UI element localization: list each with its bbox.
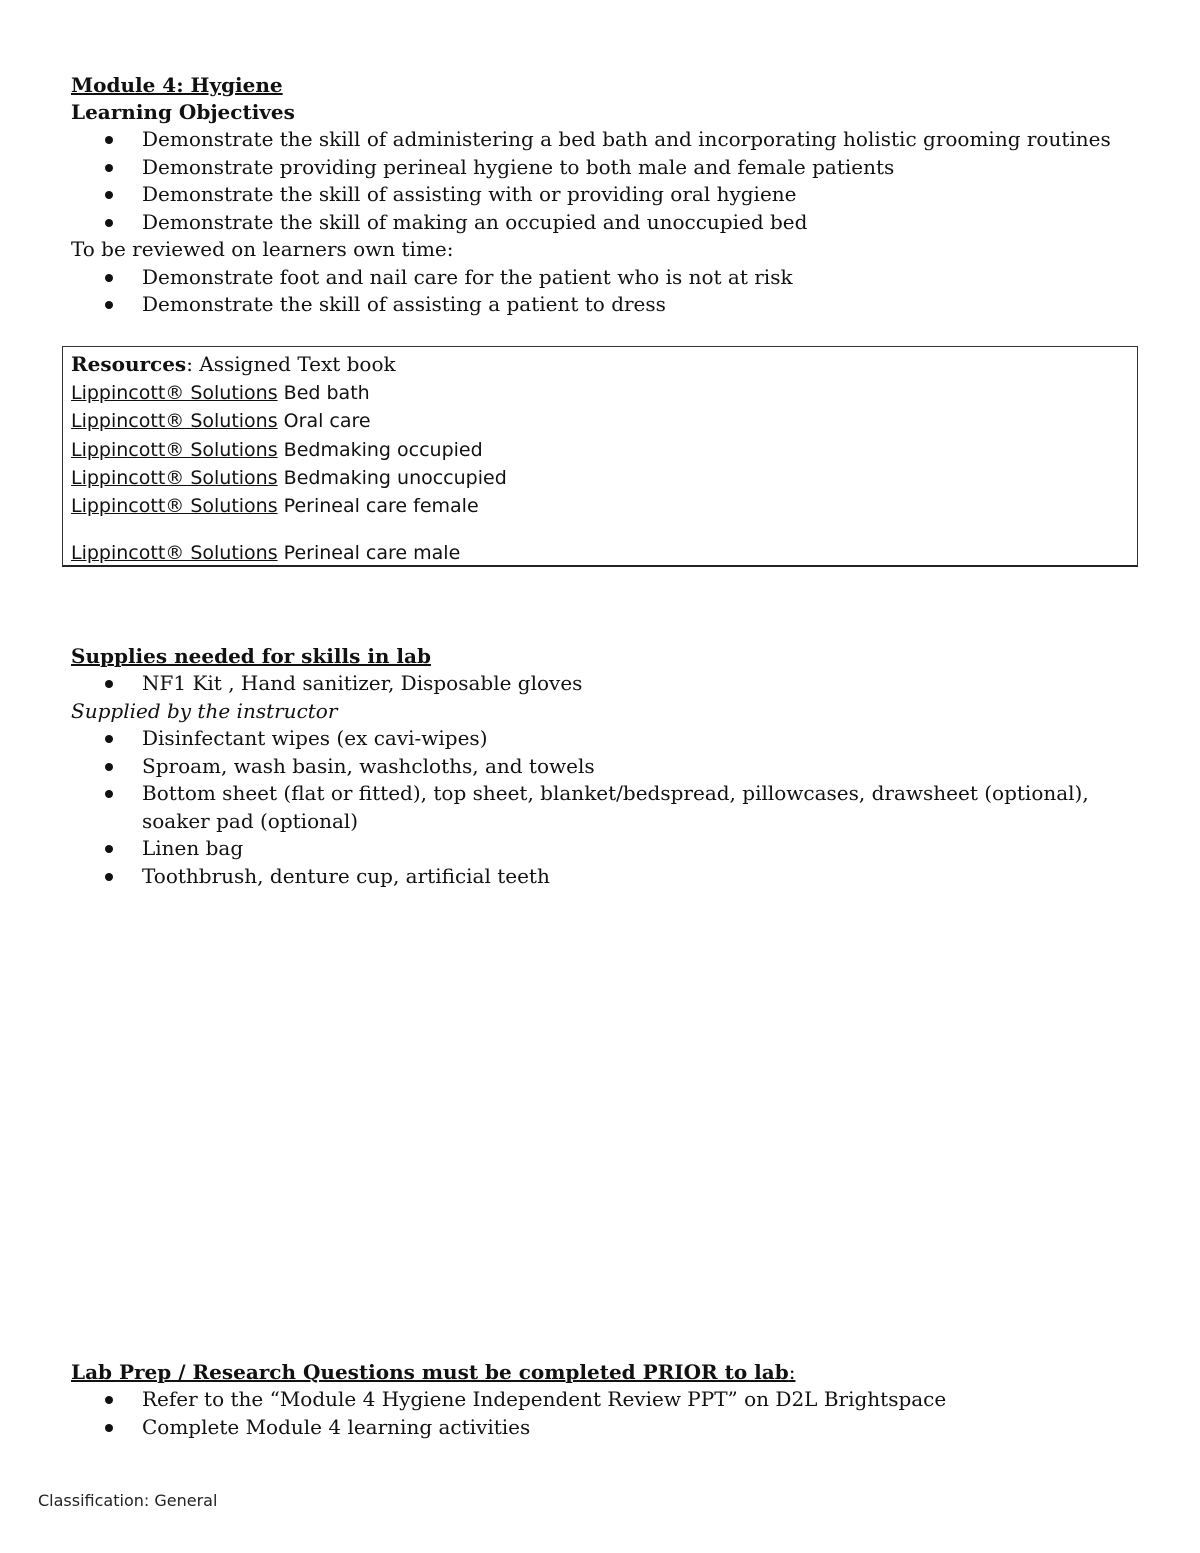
list-item xyxy=(71,835,1131,863)
bullet-icon xyxy=(105,763,113,771)
list-item xyxy=(71,154,1131,182)
self-review-intro: To be reviewed on learners own time: xyxy=(71,237,454,261)
bullet-icon xyxy=(105,790,113,798)
list-item xyxy=(71,126,1131,154)
objective-text: Demonstrate the skill of assisting with or providing oral hygiene xyxy=(142,182,797,206)
bullet-icon xyxy=(105,1424,113,1432)
self-review-list xyxy=(71,264,1131,319)
supply-text: Disinfectant wipes (ex cavi-wipes) xyxy=(142,726,488,750)
resource-row-bedmaking-unoccupied xyxy=(71,464,507,491)
lippincott-link[interactable]: Lippincott® Solutions xyxy=(71,467,278,489)
resources-heading-line xyxy=(71,351,396,377)
lippincott-link[interactable]: Lippincott® Solutions xyxy=(71,410,278,432)
lippincott-link[interactable]: Lippincott® Solutions xyxy=(71,382,278,404)
lab-prep-text: Refer to the “Module 4 Hygiene Independent Review PPT” on D2L Brightspace xyxy=(142,1387,947,1411)
resource-topic: Perineal care female xyxy=(283,495,479,517)
list-item xyxy=(71,725,1131,753)
lab-prep-heading: Lab Prep / Research Questions must be completed PRIOR to lab xyxy=(71,1360,789,1384)
resource-row-bedmaking-occupied xyxy=(71,436,483,463)
resource-topic: Bed bath xyxy=(283,382,370,404)
bullet-icon xyxy=(105,873,113,881)
resource-topic: Bedmaking unoccupied xyxy=(283,467,507,489)
resource-row-perineal-female xyxy=(71,492,479,519)
objective-text: Demonstrate providing perineal hygiene to both male and female patients xyxy=(142,154,895,179)
resource-row-oral-care xyxy=(71,407,371,434)
resources-label: Resources xyxy=(71,352,187,376)
supply-text: Toothbrush, denture cup, artificial teeth xyxy=(142,863,550,888)
lab-prep-text: Complete Module 4 learning activities xyxy=(142,1414,531,1439)
supply-text: Bottom sheet (flat or fitted), top sheet, blanket/bedspread, pillowcases, drawsheet (optional), soaker pad (optional) xyxy=(142,781,1089,833)
bullet-icon xyxy=(105,136,113,144)
lab-prep-list xyxy=(71,1386,1131,1441)
objectives-heading: Learning Objectives xyxy=(71,100,295,124)
bullet-icon xyxy=(105,219,113,227)
lippincott-link[interactable]: Lippincott® Solutions xyxy=(71,542,278,564)
lippincott-link[interactable]: Lippincott® Solutions xyxy=(71,495,278,517)
bullet-icon xyxy=(105,191,113,199)
objectives-section xyxy=(71,72,1131,319)
list-item xyxy=(71,1414,1131,1442)
student-supplies-list xyxy=(71,670,1131,698)
resource-topic: Bedmaking occupied xyxy=(283,439,483,461)
lab-prep-heading-line xyxy=(71,1359,1131,1386)
resource-topic: Perineal care male xyxy=(283,542,461,564)
supply-text: Sproam, wash basin, washcloths, and towels xyxy=(142,753,595,778)
module-title: Module 4: Hygiene xyxy=(71,73,283,97)
bullet-icon xyxy=(105,1396,113,1404)
bullet-icon xyxy=(105,845,113,853)
resource-row-perineal-male xyxy=(71,539,460,566)
supply-text: NF1 Kit , Hand sanitizer, Disposable gloves xyxy=(142,671,583,695)
bullet-icon xyxy=(105,301,113,309)
objective-text: Demonstrate the skill of administering a bed bath and incorporating holistic grooming routines xyxy=(142,127,1111,151)
bullet-icon xyxy=(105,680,113,688)
resource-topic: Oral care xyxy=(283,410,371,432)
list-item xyxy=(71,291,1131,319)
list-item xyxy=(71,181,1131,209)
resources-box xyxy=(62,346,1138,567)
bullet-icon xyxy=(105,164,113,172)
list-item xyxy=(71,863,1131,891)
list-item xyxy=(71,1386,1131,1414)
list-item xyxy=(71,264,1131,292)
objectives-list xyxy=(71,126,1131,236)
resource-row-bed-bath xyxy=(71,379,370,406)
list-item xyxy=(71,753,1131,781)
objective-text: Demonstrate the skill of making an occupied and unoccupied bed xyxy=(142,209,808,234)
classification-footer: Classification: General xyxy=(38,1491,218,1510)
list-item xyxy=(71,670,1131,698)
supplies-heading: Supplies needed for skills in lab xyxy=(71,644,431,668)
bullet-icon xyxy=(105,735,113,743)
self-review-text: Demonstrate foot and nail care for the patient who is not at risk xyxy=(142,264,793,289)
instructor-supplies-label: Supplied by the instructor xyxy=(71,698,338,723)
lippincott-link[interactable]: Lippincott® Solutions xyxy=(71,439,278,461)
supplies-section xyxy=(71,643,1131,890)
lab-prep-section xyxy=(71,1359,1131,1441)
resources-label-suffix: : Assigned Text book xyxy=(186,352,396,376)
instructor-supplies-list xyxy=(71,725,1131,890)
self-review-text: Demonstrate the skill of assisting a patient to dress xyxy=(142,292,666,316)
list-item xyxy=(71,780,1102,835)
supply-text: Linen bag xyxy=(142,836,244,860)
bullet-icon xyxy=(105,274,113,282)
list-item xyxy=(71,209,1131,237)
lab-prep-heading-suffix: : xyxy=(788,1360,796,1384)
